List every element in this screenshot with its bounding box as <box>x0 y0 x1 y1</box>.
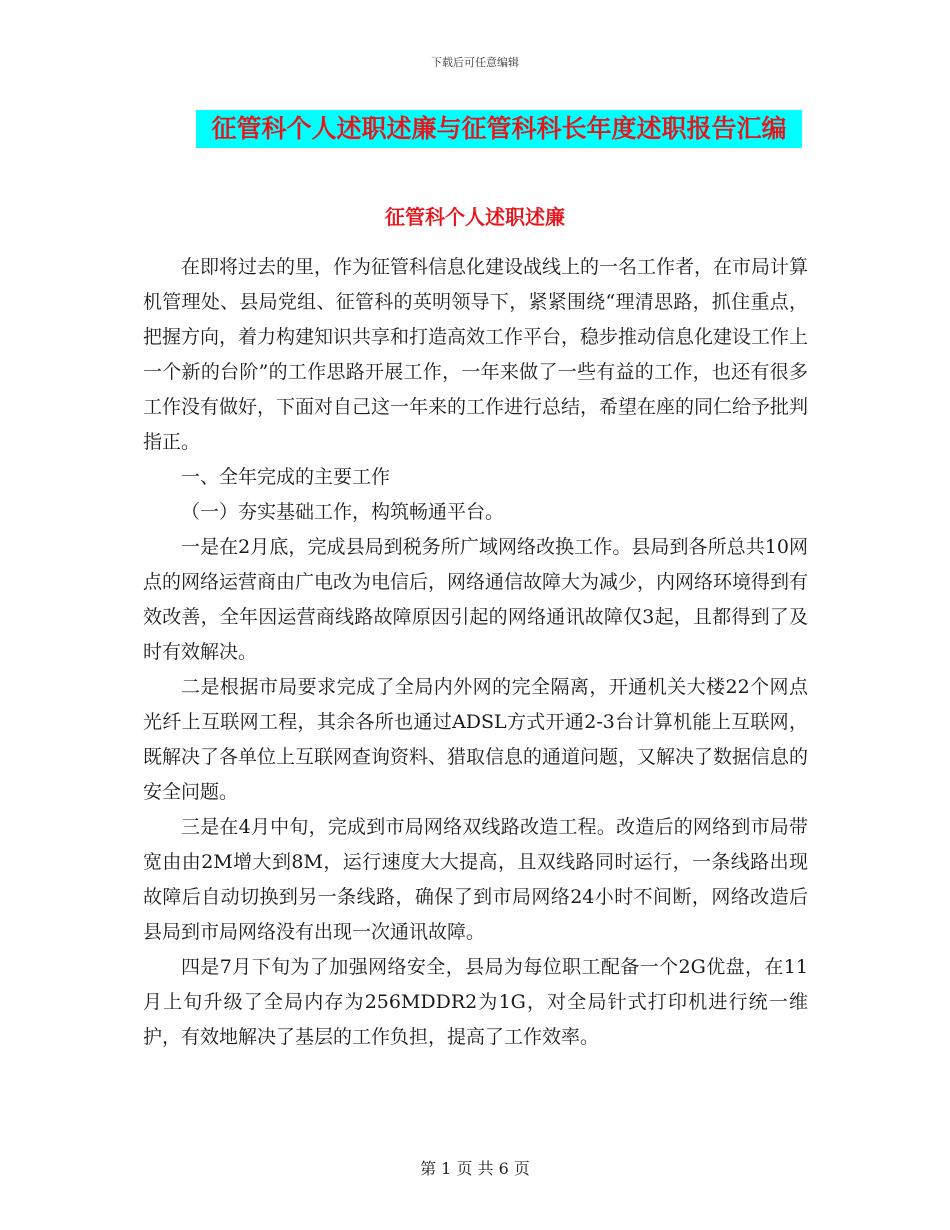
heading-subsection-1: （一）夯实基础工作，构筑畅通平台。 <box>181 501 505 523</box>
heading-main-work: 一、全年完成的主要工作 <box>181 466 391 488</box>
paragraph-item-1: 一是在2月底，完成县局到税务所广域网络改换工作。县局到各所总共10网点的网络运营商由广电改为电信后，网络通信故障大为减少，内网络环境得到有效改善，全年因运营商线路故障原因引起的网络通讯故障仅3起，且都得到了及时有效解决。 <box>143 536 809 663</box>
paragraph-item-3: 三是在4月中旬，完成到市局网络双线路改造工程。改造后的网络到市局带宽由由2M增大到8M，运行速度大大提高，且双线路同时运行，一条线路出现故障后自动切换到另一条线路，确保了到市局网络24小时不间断，网络改造后县局到市局网络没有出现一次通讯故障。 <box>143 816 808 943</box>
section-title: 征管科个人述职述廉 <box>385 205 565 229</box>
document-body <box>143 222 808 1055</box>
header-note: 下载后可任意编辑 <box>431 56 519 69</box>
paragraph-item-4: 四是7月下旬为了加强网络安全，县局为每位职工配备一个2G优盘，在11月上旬升级了全局内存为256MDDR2为1G，对全局针式打印机进行统一维护，有效地解决了基层的工作负担，提高了工作效率。 <box>143 956 808 1048</box>
document-title: 征管科个人述职述廉与征管科科长年度述职报告汇编 <box>196 110 802 148</box>
paragraph-item-2: 二是根据市局要求完成了全局内外网的完全隔离，开通机关大楼22个网点光纤上互联网工程，其余各所也通过ADSL方式开通2-3台计算机能上互联网，既解决了各单位上互联网查询资料、猎取信息的通道问题，又解决了数据信息的安全问题。 <box>143 676 809 803</box>
paragraph-intro: 在即将过去的里，作为征管科信息化建设战线上的一名工作者，在市局计算机管理处、县局党组、征管科的英明领导下，紧紧围绕“理清思路，抓住重点，把握方向，着力构建知识共享和打造高效工作平台，稳步推动信息化建设工作上一个新的台阶”的工作思路开展工作，一年来做了一些有益的工作，也还有很多工作没有做好，下面对自己这一年来的工作进行总结，希望在座的同仁给予批判指正。 <box>143 256 809 453</box>
page-number: 第 1 页 共 6 页 <box>420 1159 530 1178</box>
